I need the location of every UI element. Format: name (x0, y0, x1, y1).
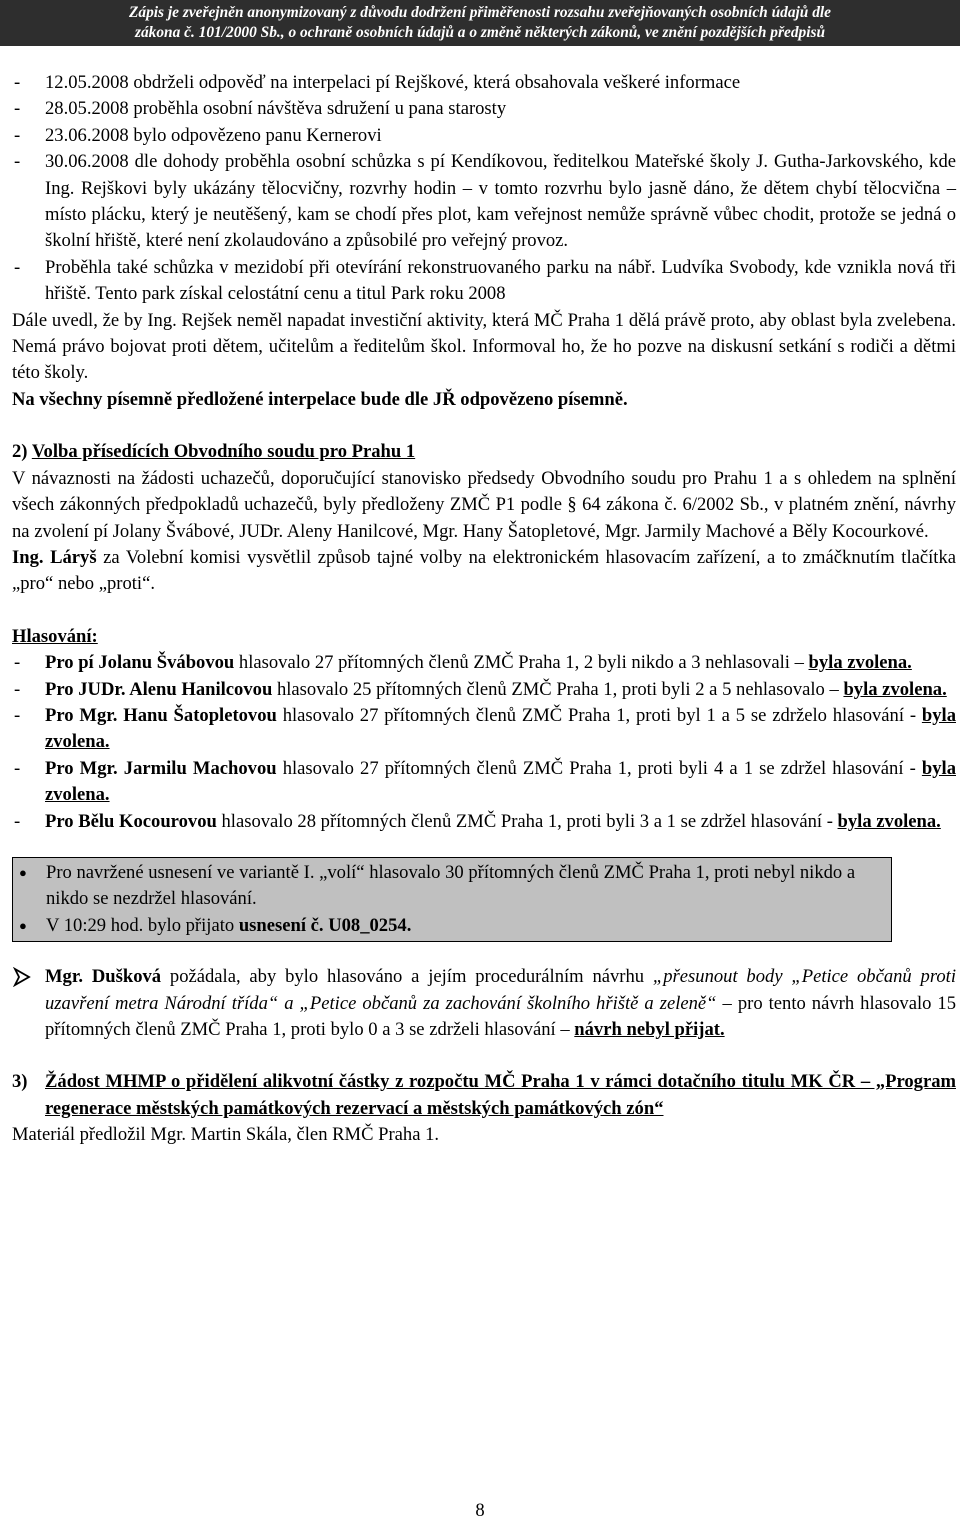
section-2-title: Volba přísedících Obvodního soudu pro Prahu 1 (31, 441, 416, 463)
arrow-bullet-icon (12, 967, 32, 987)
resolution-bullet (13, 913, 891, 939)
section-3-material: Materiál předložil Mgr. Martin Skála, člen RMČ Praha 1. (12, 1124, 440, 1146)
section-3-number: 3) (12, 1071, 28, 1093)
vote-text: hlasovalo 27 přítomných členů ZMČ Praha 1, proti byl 1 a 5 se zdrželo hlasování - (276, 704, 922, 726)
resolution-text: V 10:29 hod. bylo přijato (46, 914, 239, 936)
vote-text: hlasovalo 25 přítomných členů ZMČ Praha 1, proti byli 2 a 5 nehlasovalo – (272, 678, 844, 700)
duskova-text-1: požádala, aby bylo hlasováno a jejím procedurálním návrhu (161, 966, 653, 988)
vote-text: hlasovalo 27 přítomných členů ZMČ Praha 1, 2 byli nikdo a 3 nehlasovali – (234, 652, 809, 674)
vote-result: byla zvolena. (843, 678, 947, 700)
vote-item (12, 703, 956, 756)
anonymization-header (0, 0, 960, 46)
interpelace-note: Na všechny písemně předložené interpelace bude dle JŘ odpovězeno písemně. (12, 388, 628, 410)
vote-result: byla zvolena. (837, 810, 941, 832)
laryz-text: za Volební komisi vysvětlil způsob tajné volby na elektronickém hlasovacím zařízení, a to zmáčknutím tlačítka „pro“ nebo „proti“. (12, 546, 956, 595)
section-3-heading (12, 1069, 956, 1122)
vote-item (12, 677, 956, 703)
duskova-name: Mgr. Dušková (45, 966, 162, 988)
document-body (12, 70, 956, 1149)
resolution-number: usnesení č. U08_0254. (238, 914, 412, 936)
vote-text: hlasovalo 28 přítomných členů ZMČ Praha 1, proti byli 3 a 1 se zdržel hlasování - (216, 810, 838, 832)
duskova-text-2: – pro tento návrh hlasovalo 15 přítomných členů ZMČ Praha 1, proti bylo 0 a 3 se zdrželi hlasování – (45, 992, 957, 1040)
vote-candidate: Pro Mgr. Jarmilu Machovou (45, 757, 277, 779)
section-2-number: 2) (12, 441, 28, 463)
section-2-heading (12, 439, 956, 465)
vote-candidate: Pro Bělu Kocourovou (45, 810, 217, 832)
laryz-name: Ing. Láryš (12, 546, 97, 568)
duskova-proposal: „přesunout body „Petice občanů proti uzavření metra Národní třída“ a „Petice občanů za zachování školního hřiště a zeleně“ (45, 966, 956, 1014)
page-number: 8 (475, 1500, 485, 1521)
dash-item: - Proběhla také schůzka v mezidobí při otevírání rekonstruovaného parku na nábř. Ludvíka Svobody, kde vznikla nová tři hřiště. Tento park získal celostátní cenu a titul Park roku 2008 (12, 255, 956, 308)
vote-item (12, 650, 956, 676)
vote-result: byla zvolena. (808, 652, 912, 674)
vote-text: hlasovalo 27 přítomných členů ZMČ Praha 1, proti byli 4 a 1 se zdržel hlasování - (276, 757, 922, 779)
header-line-2: zákona č. 101/2000 Sb., o ochraně osobních údajů a o změně některých zákonů, ve znění pozdějších předpisů (134, 24, 826, 41)
dale-paragraph: Dále uvedl, že by Ing. Rejšek neměl napadat investiční aktivity, která MČ Praha 1 dělá právě proto, aby oblast byla zvelebena. Nemá právo bojovat proti dětem, učitelům a ředitelům škol. Informoval ho, že ho pozve na diskusní setkání s rodiči a dětmi této školy. (12, 309, 956, 384)
dash-item: - 23.06.2008 bylo odpovězeno panu Kernerovi (12, 123, 956, 149)
dash-item: - 28.05.2008 proběhla osobní návštěva sdružení u pana starosty (12, 96, 956, 122)
vote-item (12, 756, 956, 809)
dash-item: - 30.06.2008 dle dohody proběhla osobní schůzka s pí Kendíkovou, ředitelkou Mateřské školy J. Gutha-Jarkovského, kde Ing. Rejškovi byly ukázány tělocvičny, rozvrhy hodin – v tomto rozvrhu bylo jasně dáno, že dětem chybí tělocvična – místo plácku, který je neutěšený, kam se chodí přes plot, kam veřejnost nemůže správně vůbec chodit, protože se jedná o školní hřiště, které není zkolaudováno a způsobilé pro veřejný provoz. (12, 149, 956, 255)
vote-result: byla zvolena. (45, 704, 956, 753)
section-3-title: Žádost MHMP o přidělení alikvotní částky z rozpočtu MČ Praha 1 v rámci dotačního titulu MK ČR – „Program regenerace městských památkových rezervací a městských památkových zón“ (45, 1071, 956, 1119)
duskova-result: návrh nebyl přijat. (574, 1019, 725, 1040)
resolution-bullet: ● Pro navržené usnesení ve variantě I. „volí“ hlasovalo 30 přítomných členů ZMČ Praha 1, proti nebyl nikdo a nikdo se nezdržel hlasování. (13, 860, 891, 913)
vote-candidate: Pro Mgr. Hanu Šatopletovou (45, 704, 277, 726)
duskova-item (12, 964, 956, 1043)
laryz-paragraph (12, 545, 956, 598)
vote-result: byla zvolena. (45, 757, 956, 806)
dash-item: - 12.05.2008 obdrželi odpověď na interpelaci pí Rejškové, která obsahovala veškeré informace (12, 70, 956, 96)
vote-item (12, 809, 956, 835)
section-2-paragraph: V návaznosti na žádosti uchazečů, doporučující stanovisko předsedy Obvodního soudu pro Prahu 1 a s ohledem na splnění všech zákonných předpokladů uchazečů, byly předloženy ZMČ P1 podle § 64 zákona č. 6/2002 Sb., v platném znění, návrhy na zvolení pí Jolany Švábové, JUDr. Aleny Hanilcové, Mgr. Hany Šatopletové, Mgr. Jarmily Machové a Běly Kocourkové. (12, 467, 956, 542)
hlasovani-title: Hlasování: (12, 625, 98, 647)
resolution-box (12, 857, 892, 942)
vote-candidate: Pro JUDr. Alenu Hanilcovou (45, 678, 273, 700)
header-line-1: Zápis je zveřejněn anonymizovaný z důvodu dodržení přiměřenosti rozsahu zveřejňovaných osobních údajů dle (128, 4, 832, 21)
vote-candidate: Pro pí Jolanu Švábovou (45, 652, 235, 674)
